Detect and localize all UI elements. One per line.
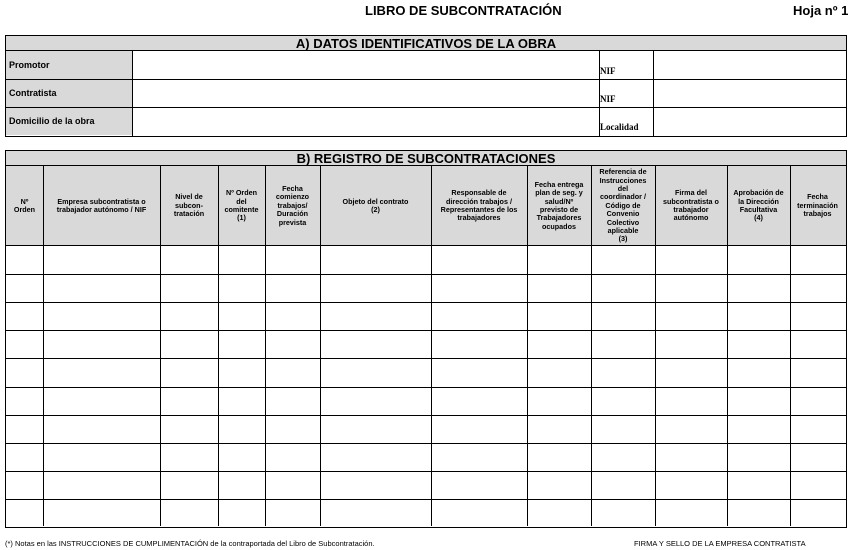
table-cell[interactable] — [44, 472, 159, 498]
table-cell[interactable] — [321, 416, 430, 442]
table-cell[interactable] — [656, 416, 726, 442]
column-header: Nivel de subcon- tratación — [173, 192, 205, 219]
table-cell[interactable] — [432, 416, 526, 442]
table-cell[interactable] — [791, 359, 844, 385]
table-cell[interactable] — [592, 416, 654, 442]
contratista-field[interactable] — [133, 80, 599, 107]
table-cell[interactable] — [592, 472, 654, 498]
table-cell[interactable] — [321, 359, 430, 385]
nif-label-promotor: NIF — [600, 66, 616, 76]
table-cell[interactable] — [528, 500, 590, 526]
table-cell[interactable] — [219, 388, 264, 414]
table-cell[interactable] — [161, 444, 217, 470]
table-cell[interactable] — [728, 444, 789, 470]
signature-label: FIRMA Y SELLO DE LA EMPRESA CONTRATISTA — [634, 539, 806, 548]
table-cell[interactable] — [791, 331, 844, 357]
table-cell[interactable] — [7, 388, 42, 414]
column-header: Fecha entrega plan de seg. y salud/Nº previsto de Trabajadores ocupados — [534, 179, 584, 231]
table-cell[interactable] — [161, 331, 217, 357]
table-cell[interactable] — [266, 247, 319, 273]
table-cell[interactable] — [161, 388, 217, 414]
domicilio-label: Domicilio de la obra — [6, 107, 132, 135]
domicilio-field[interactable] — [133, 108, 599, 135]
nif-label-contratista: NIF — [600, 94, 616, 104]
table-cell[interactable] — [432, 303, 526, 329]
table-cell[interactable] — [791, 303, 844, 329]
column-header: Referencia de Instrucciones del coordinador / Código de Convenio Colectivo aplicable (3) — [599, 167, 647, 244]
table-cell[interactable] — [321, 275, 430, 301]
table-cell[interactable] — [7, 472, 42, 498]
table-cell[interactable] — [266, 275, 319, 301]
table-cell[interactable] — [791, 472, 844, 498]
sheet-number: Hoja nº 1 — [793, 3, 849, 18]
table-cell[interactable] — [656, 275, 726, 301]
table-cell[interactable] — [592, 388, 654, 414]
column-header: Fecha comienzo trabajos/ Duración prevista — [275, 183, 310, 227]
table-cell[interactable] — [791, 500, 844, 526]
table-cell[interactable] — [728, 359, 789, 385]
table-cell[interactable] — [592, 331, 654, 357]
table-cell[interactable] — [44, 388, 159, 414]
table-cell[interactable] — [219, 472, 264, 498]
table-cell[interactable] — [161, 472, 217, 498]
table-cell[interactable] — [728, 247, 789, 273]
table-cell[interactable] — [656, 359, 726, 385]
table-cell[interactable] — [266, 331, 319, 357]
table-cell[interactable] — [728, 331, 789, 357]
table-cell[interactable] — [528, 359, 590, 385]
table-cell[interactable] — [656, 500, 726, 526]
table-cell[interactable] — [728, 416, 789, 442]
page-title: LIBRO DE SUBCONTRATACIÓN — [365, 3, 562, 18]
table-cell[interactable] — [7, 500, 42, 526]
column-header: Aprobación de la Dirección Facultativa (4) — [733, 188, 784, 223]
table-cell[interactable] — [432, 388, 526, 414]
table-cell[interactable] — [7, 331, 42, 357]
column-header: Fecha terminación trabajos — [797, 192, 838, 219]
table-cell[interactable] — [592, 444, 654, 470]
table-cell[interactable] — [791, 247, 844, 273]
localidad-field[interactable] — [654, 108, 844, 135]
table-cell[interactable] — [321, 444, 430, 470]
section-a-box — [5, 35, 847, 137]
table-cell[interactable] — [44, 359, 159, 385]
table-cell[interactable] — [528, 247, 590, 273]
table-cell[interactable] — [432, 472, 526, 498]
table-cell[interactable] — [592, 359, 654, 385]
table-cell[interactable] — [321, 331, 430, 357]
promotor-field[interactable] — [133, 52, 599, 79]
table-cell[interactable] — [219, 416, 264, 442]
table-cell[interactable] — [728, 472, 789, 498]
table-cell[interactable] — [528, 275, 590, 301]
table-cell[interactable] — [528, 416, 590, 442]
table-cell[interactable] — [161, 275, 217, 301]
table-cell[interactable] — [219, 247, 264, 273]
table-cell[interactable] — [44, 331, 159, 357]
table-cell[interactable] — [266, 444, 319, 470]
table-cell[interactable] — [266, 359, 319, 385]
table-cell[interactable] — [161, 416, 217, 442]
table-cell[interactable] — [728, 275, 789, 301]
column-header: Firma del subcontratista o trabajador autónomo — [663, 188, 719, 223]
table-cell[interactable] — [656, 472, 726, 498]
table-cell[interactable] — [7, 275, 42, 301]
table-cell[interactable] — [791, 416, 844, 442]
table-cell[interactable] — [592, 247, 654, 273]
table-cell[interactable] — [161, 303, 217, 329]
table-cell[interactable] — [266, 472, 319, 498]
section-a-title: A) DATOS IDENTIFICATIVOS DE LA OBRA — [6, 36, 846, 51]
table-cell[interactable] — [656, 303, 726, 329]
table-cell[interactable] — [266, 416, 319, 442]
table-cell[interactable] — [592, 303, 654, 329]
contratista-label: Contratista — [6, 79, 132, 107]
table-cell[interactable] — [266, 303, 319, 329]
column-header: Objeto del contrato (2) — [342, 196, 409, 214]
table-cell[interactable] — [432, 331, 526, 357]
table-cell[interactable] — [728, 500, 789, 526]
divider — [653, 51, 654, 136]
table-cell[interactable] — [432, 500, 526, 526]
table-cell[interactable] — [791, 444, 844, 470]
nif-field-contratista[interactable] — [654, 80, 844, 107]
table-cell[interactable] — [44, 416, 159, 442]
table-cell[interactable] — [7, 247, 42, 273]
footer-note: (*) Notas en las INSTRUCCIONES DE CUMPLIMENTACIÓN de la contraportada del Libro de Subcontratación. — [5, 539, 375, 548]
table-cell[interactable] — [7, 416, 42, 442]
table-cell[interactable] — [321, 388, 430, 414]
table-cell[interactable] — [528, 472, 590, 498]
table-cell[interactable] — [321, 500, 430, 526]
table-cell[interactable] — [528, 388, 590, 414]
table-cell[interactable] — [44, 444, 159, 470]
table-cell[interactable] — [728, 388, 789, 414]
table-cell[interactable] — [219, 331, 264, 357]
table-cell[interactable] — [44, 275, 159, 301]
table-cell[interactable] — [528, 331, 590, 357]
table-cell[interactable] — [592, 500, 654, 526]
divider — [6, 107, 846, 108]
column-header: Empresa subcontratista o trabajador autónomo / NIF — [56, 196, 147, 214]
table-cell[interactable] — [7, 303, 42, 329]
table-cell[interactable] — [7, 359, 42, 385]
table-cell[interactable] — [219, 303, 264, 329]
table-cell[interactable] — [656, 247, 726, 273]
table-cell[interactable] — [728, 303, 789, 329]
table-cell[interactable] — [219, 444, 264, 470]
divider — [132, 51, 133, 136]
table-cell[interactable] — [656, 444, 726, 470]
table-cell[interactable] — [266, 500, 319, 526]
table-cell[interactable] — [266, 388, 319, 414]
column-header: Responsable de dirección trabajos / Representantes de los trabajadores — [440, 188, 518, 223]
table-cell[interactable] — [44, 303, 159, 329]
table-cell[interactable] — [528, 303, 590, 329]
table-cell[interactable] — [321, 303, 430, 329]
column-header: Nº Orden del comitente (1) — [224, 188, 259, 223]
table-cell[interactable] — [432, 444, 526, 470]
section-b-box — [5, 150, 847, 528]
table-cell[interactable] — [321, 472, 430, 498]
nif-field-promotor[interactable] — [654, 52, 844, 79]
table-cell[interactable] — [219, 500, 264, 526]
table-cell[interactable] — [161, 359, 217, 385]
promotor-label: Promotor — [6, 51, 132, 79]
table-cell[interactable] — [219, 275, 264, 301]
table-cell[interactable] — [592, 275, 654, 301]
table-cell[interactable] — [161, 500, 217, 526]
table-cell[interactable] — [432, 247, 526, 273]
table-cell[interactable] — [219, 359, 264, 385]
table-cell[interactable] — [528, 444, 590, 470]
table-cell[interactable] — [7, 444, 42, 470]
table-cell[interactable] — [791, 275, 844, 301]
column-header: Nº Orden — [13, 196, 36, 214]
table-cell[interactable] — [432, 275, 526, 301]
section-b-title: B) REGISTRO DE SUBCONTRATACIONES — [6, 151, 846, 166]
table-cell[interactable] — [44, 500, 159, 526]
table-cell[interactable] — [656, 331, 726, 357]
localidad-label: Localidad — [600, 122, 639, 132]
table-cell[interactable] — [44, 247, 159, 273]
table-cell[interactable] — [321, 247, 430, 273]
divider — [599, 51, 600, 136]
table-cell[interactable] — [432, 359, 526, 385]
table-cell[interactable] — [656, 388, 726, 414]
table-cell[interactable] — [161, 247, 217, 273]
table-cell[interactable] — [791, 388, 844, 414]
divider — [6, 79, 846, 80]
